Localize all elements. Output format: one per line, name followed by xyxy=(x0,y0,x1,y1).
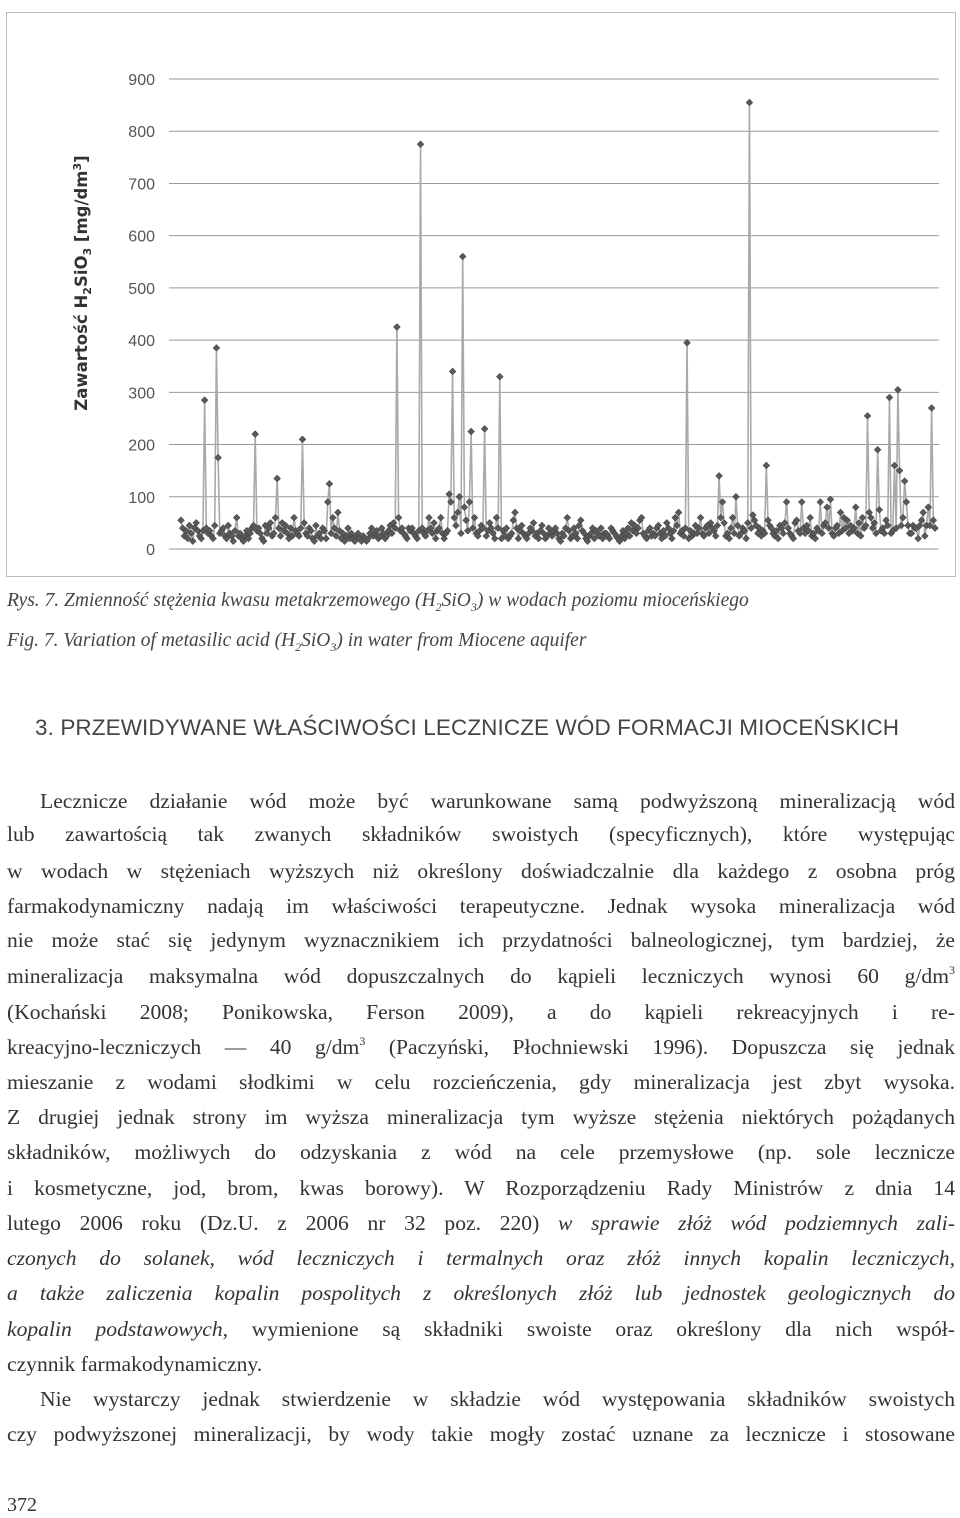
data-point xyxy=(515,535,522,542)
data-point xyxy=(837,509,844,516)
data-point xyxy=(395,514,402,521)
data-point xyxy=(233,514,240,521)
data-point xyxy=(798,499,805,506)
y-tick-label: 500 xyxy=(128,280,155,298)
data-point xyxy=(291,514,298,521)
text-line: składników, możliwych do odzyskania z wód na cele przemysłowe (np. sole lecznicze xyxy=(7,1140,955,1164)
y-tick-label: 200 xyxy=(128,437,155,455)
chart xyxy=(7,13,957,578)
data-point xyxy=(859,514,866,521)
data-point xyxy=(733,493,740,500)
data-point xyxy=(201,397,208,404)
data-point xyxy=(716,473,723,480)
y-axis-label: Zawartość $H_2SiO_3$ $[mg/dm^3]$ xyxy=(71,155,94,411)
data-point xyxy=(277,533,284,540)
y-tick-label: 600 xyxy=(128,228,155,246)
data-point xyxy=(497,373,504,380)
text-line: czy podwyższonej mineralizacji, by wody takie mogły zostać uznane za lecznicze i stosowane xyxy=(7,1422,955,1446)
data-point xyxy=(817,499,824,506)
section-heading: 3. PRZEWIDYWANE WŁAŚCIWOŚCI LECZNICZE WÓD FORMACJI MIOCEŃSKICH xyxy=(35,715,900,740)
text-line: lutego 2006 roku (Dz.U. z 2006 nr 32 poz. 220) w sprawie złóż wód podziemnych zali- xyxy=(7,1211,956,1235)
data-point xyxy=(178,517,185,524)
data-point xyxy=(864,413,871,420)
data-point xyxy=(453,522,460,529)
data-point xyxy=(213,345,220,352)
text-line: a także zaliczenia kopalin pospolitych z określonych złóż lub jednostek geologicznych do xyxy=(7,1281,955,1305)
y-tick-label: 300 xyxy=(128,385,155,403)
data-point xyxy=(930,517,937,524)
data-point xyxy=(437,514,444,521)
data-point xyxy=(426,514,433,521)
data-point xyxy=(252,431,259,438)
data-point xyxy=(461,504,468,511)
data-point xyxy=(432,535,439,542)
text-line: Z drugiej jednak strony im wyższa mineralizacja tym wyższe stężenia niektórych pożądanych xyxy=(7,1105,955,1129)
y-tick-label: 900 xyxy=(128,72,155,89)
data-point xyxy=(211,522,218,529)
data-point xyxy=(744,520,751,527)
chart-frame xyxy=(6,12,956,577)
data-point xyxy=(564,514,571,521)
y-tick-label: 0 xyxy=(146,542,155,559)
data-point xyxy=(763,462,770,469)
text-line: kopalin podstawowych, wymienione są składniki swoiste oraz określony dla nich współ- xyxy=(7,1317,955,1341)
data-point xyxy=(417,141,424,148)
data-point xyxy=(697,514,704,521)
data-point xyxy=(874,446,881,453)
page-number: 372 xyxy=(7,1494,37,1516)
data-point xyxy=(886,394,893,401)
text-line: czonych do solanek, wód leczniczych i termalnych oraz złóż innych kopalin leczniczych, xyxy=(7,1246,955,1270)
data-point xyxy=(530,520,537,527)
data-point xyxy=(928,405,935,412)
series-line xyxy=(181,103,935,542)
data-point xyxy=(743,535,750,542)
data-point xyxy=(807,514,814,521)
data-point xyxy=(920,509,927,516)
data-point xyxy=(468,428,475,435)
y-tick-label: 100 xyxy=(128,489,155,507)
text-line: nie może stać się jedynym wyznacznikiem ich przydatności balneologicznej, tym bardziej, że xyxy=(7,928,955,952)
text-line: w wodach w stężeniach wyższych niż określony doświadczalnie dla każdego z osobna próg xyxy=(7,859,955,883)
data-point xyxy=(299,436,306,443)
text-line: czynnik farmakodynamiczny. xyxy=(7,1352,263,1376)
data-point xyxy=(915,535,922,542)
text-line: mieszanie z wodami słodkimi w celu rozcieńczenia, gdy mineralizacja jest zbyt wysoka. xyxy=(7,1070,955,1094)
y-tick-label: 800 xyxy=(128,124,155,142)
text-line: mineralizacja maksymalna wód dopuszczalnych do kąpieli leczniczych wynosi 60 $g/dm^3$ xyxy=(7,963,955,988)
data-point xyxy=(922,533,929,540)
data-point xyxy=(431,520,438,527)
text-line: i kosmetyczne, jod, brom, kwas borowy). W Rozporządzeniu Rady Ministrów z dnia 14 xyxy=(7,1176,955,1200)
data-point xyxy=(512,509,519,516)
data-point xyxy=(301,520,308,527)
figure-caption-en: Fig. 7. Variation of metasilic acid $(H_2SiO_3)$ in water from Miocene aquifer xyxy=(7,630,587,654)
text-line: farmakodynamiczny nadają im właściwości terapeutyczne. Jednak wysoka mineralizacja wód xyxy=(7,894,955,918)
text-line: Nie wystarczy jednak stwierdzenie w składzie wód występowania składników swoistych xyxy=(40,1387,955,1411)
y-tick-label: 700 xyxy=(128,176,155,194)
data-point xyxy=(449,368,456,375)
data-point xyxy=(481,426,488,433)
text-line: lub zawartością tak zwanych składników swoistych (specyficznych), które występując xyxy=(7,822,955,846)
figure-caption-pl: Rys. 7. Zmienność stężenia kwasu metakrzemowego $(H_2SiO_3)$ w wodach poziomu mioceńskiego xyxy=(7,590,749,614)
data-point xyxy=(345,525,352,532)
data-point xyxy=(783,499,790,506)
data-point xyxy=(323,535,330,542)
data-point xyxy=(313,522,320,529)
text-line: (Kochański 2008; Ponikowska, Ferson 2009), a do kąpieli rekreacyjnych i re- xyxy=(7,1000,955,1024)
data-point xyxy=(394,324,401,331)
data-point xyxy=(901,478,908,485)
data-point xyxy=(459,253,466,260)
data-point xyxy=(721,520,728,527)
data-point xyxy=(675,509,682,516)
data-point xyxy=(326,480,333,487)
data-point xyxy=(335,509,342,516)
y-tick-label: 400 xyxy=(128,333,155,351)
data-point xyxy=(852,504,859,511)
text-line: kreacyjno-leczniczych — 40 $g/dm^3$ (Paczyński, Płochniewski 1996). Dopuszcza się jednak xyxy=(7,1034,955,1059)
text-line: Lecznicze działanie wód może być warunkowane samą podwyższoną mineralizacją wód xyxy=(40,789,955,813)
data-point xyxy=(746,99,753,106)
data-point xyxy=(458,530,465,537)
data-point xyxy=(274,475,281,482)
